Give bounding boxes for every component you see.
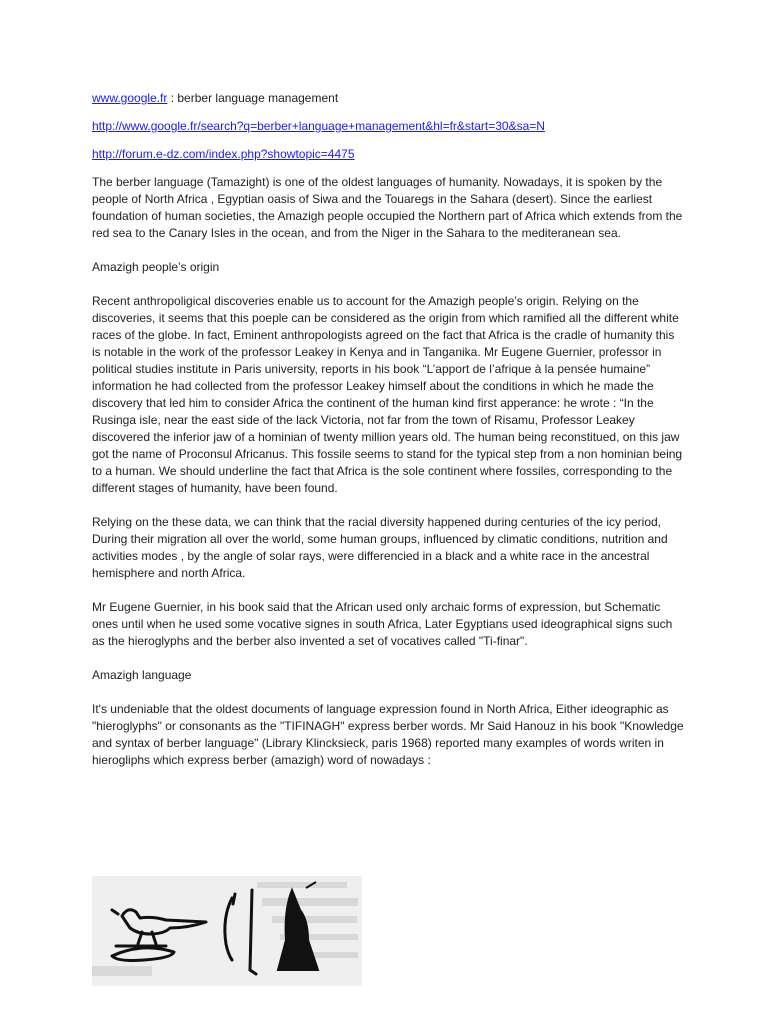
intro-paragraph: The berber language (Tamazight) is one of the oldest languages of humanity. Nowadays, it is spoken by the people of North Africa , Egyptian oasis of Siwa and the Touaregs in the Sahara (desert). Since the earliest foundation of human societies, the Amazigh people occupied the Northern part of Africa which extends from the red sea to the Canary Isles in the ocean, and from the Niger in the Sahara to the mediteranean sea. [92, 175, 683, 240]
origin-heading: Amazigh people’s origin [92, 260, 220, 274]
header-line-3 [92, 146, 684, 163]
forum-link[interactable]: http://forum.e-dz.com/index.php?showtopic=4475 [92, 147, 355, 161]
language-heading: Amazigh language [92, 668, 192, 682]
header-line-1 [92, 90, 684, 107]
google-link[interactable]: www.google.fr [92, 91, 168, 105]
google-link-suffix: : berber language management [167, 91, 339, 105]
origin-paragraph: Recent anthropoligical discoveries enable us to account for the Amazigh people’s origin. Relying on the discoveries, it seems that this poeple can be considered as the origin from which ramified all the different white races of the globe. In fact, Eminent anthropologists agreed on the fact that Africa is the cradle of humanity this is notable in the work of the professor Leakey in Kenya and in Tanganika. Mr Eugene Guernier, professor in political studies institute in Paris university, reports in his book “L’apport de l’afrique à la pensée humaine” information he had collected from the professor Leakey himself about the conditions in which he made the discovery that led him to consider Africa the continent of the human kind first apperance: he wrote : “In the Rusinga isle, near the east side of the lack Victoria, not far from the town of Risamu, Professor Leakey discovered the inferior jaw of a hominian of twenty million years old. The human being reconstitued, on this jaw got the name of Proconsul Africanus. This fossile seems to stand for the typical step from a non hominian being to a human. We should underline the fact that Africa is the sole continent where fossiles, corresponding to the different stages of humanity, have been found. [92, 294, 683, 495]
reed-hieroglyph-icon [225, 894, 235, 960]
header-line-2 [92, 118, 684, 135]
seated-figure-hieroglyph-icon [278, 882, 318, 970]
guernier-paragraph: Mr Eugene Guernier, in his book said that the African used only archaic forms of expression, but Schematic ones until when he used some vocative signes in south Africa, Later Egyptians used ideographical signs such as the hieroglyphs and the berber also invented a set of vocatives called "Ti-finar". [92, 600, 673, 648]
document-body [92, 90, 684, 786]
hieroglyph-figure [92, 876, 362, 986]
vertical-sign-hieroglyph-icon [250, 890, 256, 974]
language-paragraph: It's undeniable that the oldest documents of language expression found in North Africa, Either ideographic as "hieroglyphs" or consonants as the "TIFINAGH" express berber words. Mr Said Hanouz in his book "Knowledge and syntax of berber language" (Library Klincksieck, paris 1968) reported many examples of words writen in hierogliphs which express berber (amazigh) word of nowadays : [92, 702, 684, 767]
hieroglyph-drawing [92, 876, 362, 986]
bird-hieroglyph-icon [112, 910, 206, 961]
racial-paragraph: Relying on the these data, we can think that the racial diversity happened during centuries of the icy period, During their migration all over the world, some human groups, influenced by climatic conditions, nutrition and activities modes , by the angle of solar rays, were differencied in a black and a white race in the ancestral hemisphere and north Africa. [92, 515, 668, 580]
google-search-link[interactable]: http://www.google.fr/search?q=berber+language+management&hl=fr&start=30&sa=N [92, 119, 545, 133]
